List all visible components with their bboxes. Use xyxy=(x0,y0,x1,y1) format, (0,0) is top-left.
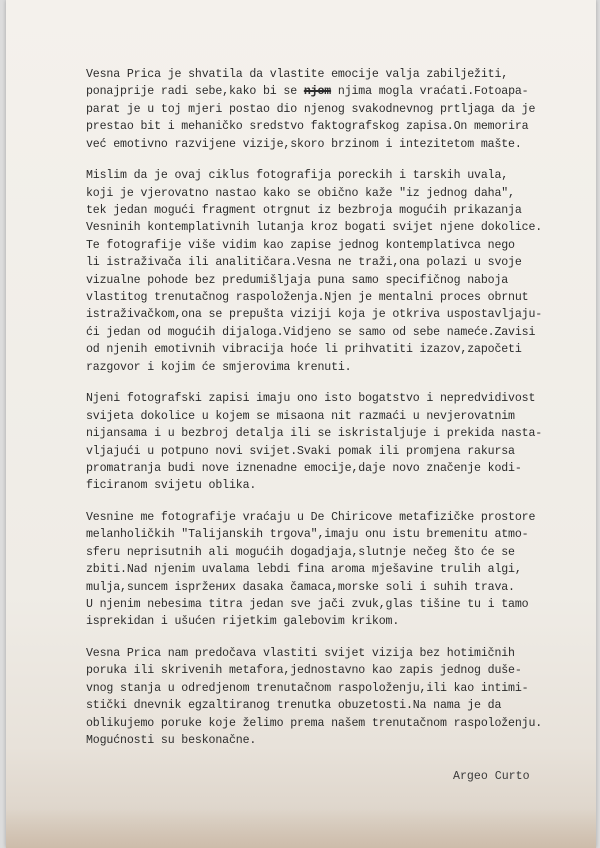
text-line xyxy=(86,83,596,100)
paragraph-1 xyxy=(86,66,596,153)
typed-text-body xyxy=(86,66,596,764)
text-line: ficiranom svijetu oblika. xyxy=(86,479,257,493)
paragraph-5 xyxy=(86,645,596,749)
text-line: Njeni fotografski zapisi imaju ono isto bogatstvo i nepredvidivost xyxy=(86,392,536,406)
text-line: melanholičkih "Talijanskih trgova",imaju onu istu bremenitu atmo- xyxy=(86,528,529,542)
paper-sheet xyxy=(6,0,596,848)
text-line: U njenim nebesima titra jedan sve jači zvuk,glas tišine tu i tamo xyxy=(86,597,529,611)
text-fragment: njima mogla vraćati.Fotoapa- xyxy=(331,85,529,99)
paragraph-2 xyxy=(86,167,596,376)
paragraph-3 xyxy=(86,390,596,494)
text-line: vlastitog trenutačnog raspoloženja.Njen je mentalni proces obrnut xyxy=(86,291,529,305)
text-line: koji je vjerovatno nastao kako se obično kaže "iz jednog daha", xyxy=(86,186,515,200)
text-fragment: ponajprije radi sebe,kako bi se xyxy=(86,85,304,99)
text-line: vljajući u potpuno novi svijet.Svaki pomak ili promjena rakursa xyxy=(86,444,515,458)
text-line: Vesnine me fotografije vraćaju u De Chiricove metafizičke prostore xyxy=(86,510,536,524)
text-line: poruka ili skrivenih metafora,jednostavno kao zapis jednog duše- xyxy=(86,664,522,678)
author-signature: Argeo Curto xyxy=(453,770,530,783)
struck-out-word: njom xyxy=(303,85,332,99)
text-line: parat je u toj mjeri postao dio njenog svakodnevnog prtljaga da je xyxy=(86,102,536,116)
text-line: istraživačkom,ona se prepušta viziji koja je otkriva uspostavljaju- xyxy=(86,308,543,322)
paragraph-4 xyxy=(86,509,596,631)
text-line: sferu neprisutnih ali mogućih dogadjaja,slutnje nečeg što će se xyxy=(86,545,515,559)
text-line: nijansama i u bezbroj detalja ili se iskristaljuje i prekida nasta- xyxy=(86,427,543,441)
text-line: vnog stanja u odredjenom trenutačnom raspoloženju,ili kao intimi- xyxy=(86,681,529,695)
text-line: promatranja budi nove iznenadne emocije,daje novo značenje kodi- xyxy=(86,461,522,475)
text-line: ći jedan od mogućih dijaloga.Vidjeno se samo od sebe nameće.Zavisi xyxy=(86,325,536,339)
text-line: stički dnevnik egzaltiranog trenutka obuzetosti.Na nama je da xyxy=(86,699,502,713)
text-line: Vesna Prica je shvatila da vlastite emocije valja zabilježiti, xyxy=(86,68,509,81)
text-line: razgovor i kojim će smjerovima krenuti. xyxy=(86,360,352,374)
text-line: već emotivno razvijene vizije,skoro brzinom i intezitetom mašte. xyxy=(86,137,522,151)
text-line: Te fotografije više vidim kao zapise jednog kontemplativca nego xyxy=(86,238,515,252)
text-line: svijeta dokolice u kojem se misaona nit razmaći u nevjerovatnim xyxy=(86,409,515,423)
text-line: Vesna Prica nam predočava vlastiti svijet vizija bez hotimičnih xyxy=(86,646,515,660)
text-line: mulja,suncem ispržених dasaka čamaca,morske soli i suhih trava. xyxy=(86,580,515,594)
text-line: zbiti.Nad njenim uvalama lebdi fina aroma mješavine trulih algi, xyxy=(86,563,522,577)
text-line: od njenih emotivnih vibracija hoće li prihvatiti izazov,započeti xyxy=(86,343,522,357)
text-line: vizualne pohode bez predumišljaja puna samo specifičnog naboja xyxy=(86,273,509,287)
text-line: tek jedan mogući fragment otrgnut iz bezbroja mogućih prikazanja xyxy=(86,204,522,218)
text-line: Mogućnosti su beskonačne. xyxy=(86,733,257,747)
text-line: Mislim da je ovaj ciklus fotografija poreckih i tarskih uvala, xyxy=(86,169,509,183)
text-line: isprekidan i ušućen rijetkim galebovim krikom. xyxy=(86,615,400,629)
text-line: prestao bit i mehaničko sredstvo faktografskog zapisa.On memorira xyxy=(86,120,529,134)
text-line: Vesninih kontemplativnih lutanja kroz bogati svijet njene dokolice. xyxy=(86,221,543,235)
text-line: li istraživača ili analitičara.Vesna ne traži,ona polazi u svoje xyxy=(86,256,522,270)
text-line: oblikujemo poruke koje želimo prema našem trenutačnom raspoloženju. xyxy=(86,716,543,730)
